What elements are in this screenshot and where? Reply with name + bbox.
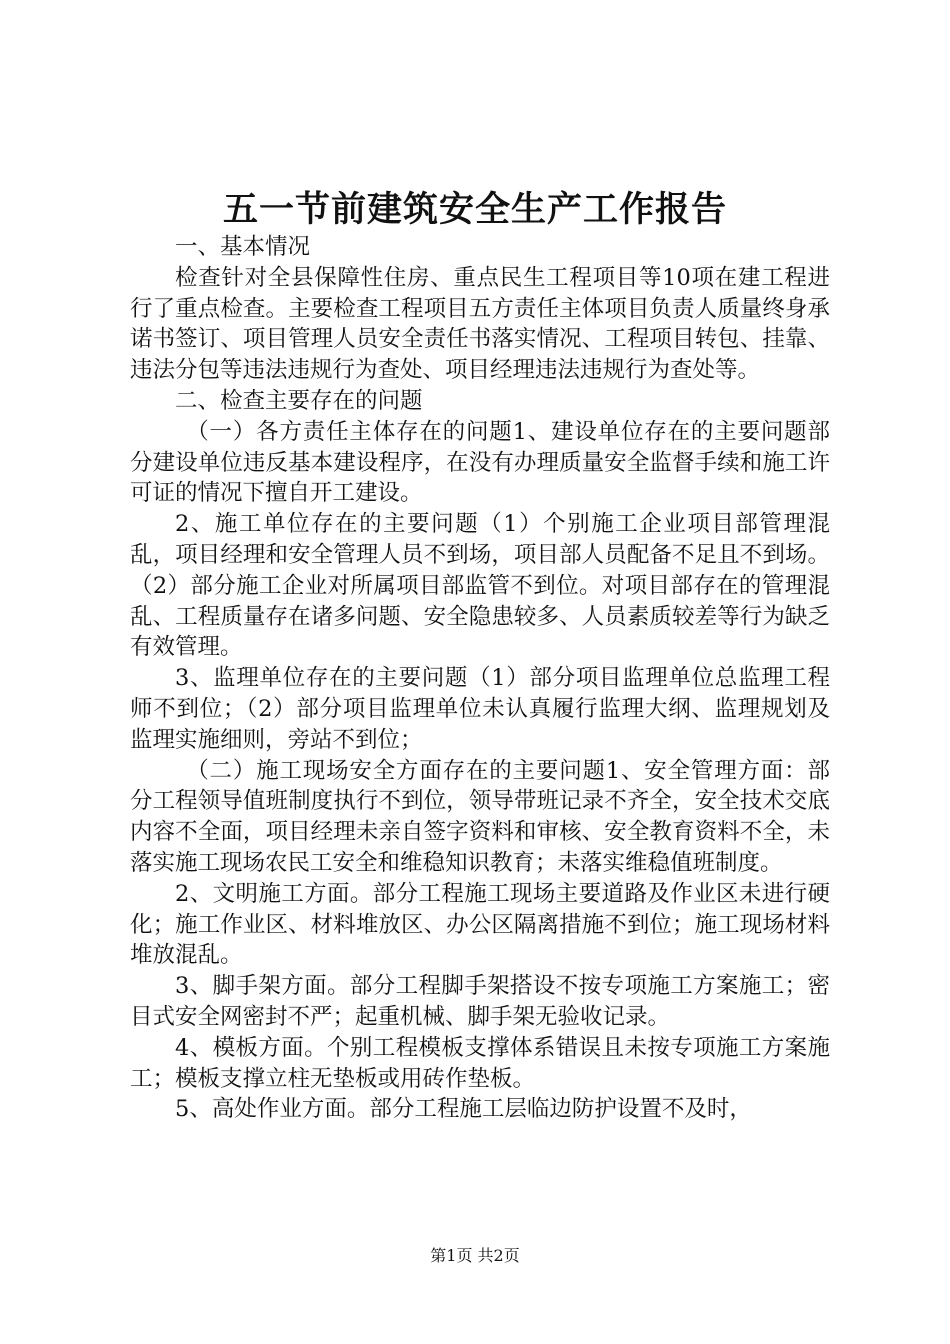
section-heading-basic-situation: 一、基本情况 xyxy=(175,234,311,260)
paragraph-construction-units: 2、施工单位存在的主要问题（1）个别施工企业项目部管理混乱，项目经理和安全管理人员不到场，项目部人员配备不足且不到场。（2）部分施工企业对所属项目部监管不到位。对项目部存在的管理混乱、工程质量存在诸多问题、安全隐患较多、人员素质较差等行为缺乏有效管理。 xyxy=(130,511,830,661)
paragraph-site-safety-management: （二）施工现场安全方面存在的主要问题1、安全管理方面：部分工程领导值班制度执行不到位，领导带班记录不齐全，安全技术交底内容不全面，项目经理未亲自签字资料和审核、安全教育资料不全，未落实施工现场农民工安全和维稳知识教育；未落实维稳值班制度。 xyxy=(130,757,830,876)
document-body xyxy=(130,232,830,1125)
paragraph-civilized-construction: 2、文明施工方面。部分工程施工现场主要道路及作业区未进行硬化；施工作业区、材料堆放区、办公区隔离措施不到位；施工现场材料堆放混乱。 xyxy=(130,880,830,969)
paragraph-formwork: 4、模板方面。个别工程模板支撑体系错误且未按专项施工方案施工；模板支撑立柱无垫板或用砖作垫板。 xyxy=(130,1034,830,1092)
section-heading-main-problems: 二、检查主要存在的问题 xyxy=(175,387,423,414)
document-title: 五一节前建筑安全生产工作报告 xyxy=(222,189,727,230)
paragraph-responsible-parties: （一）各方责任主体存在的问题1、建设单位存在的主要问题部分建设单位违反基本建设程序，在没有办理质量安全监督手续和施工许可证的情况下擅自开工建设。 xyxy=(130,418,830,507)
page-number-footer: 第1页 共2页 xyxy=(430,1246,520,1265)
paragraph-scaffolding: 3、脚手架方面。部分工程脚手架搭设不按专项施工方案施工；密目式安全网密封不严；起重机械、脚手架无验收记录。 xyxy=(130,973,830,1030)
paragraph-supervision-units: 3、监理单位存在的主要问题（1）部分项目监理单位总监理工程师不到位；（2）部分项目监理单位未认真履行监理大纲、监理规划及监理实施细则，旁站不到位； xyxy=(130,665,830,753)
paragraph-work-at-height: 5、高处作业方面。部分工程施工层临边防护设置不及时， xyxy=(175,1096,752,1123)
paragraph-inspection-overview: 检查针对全县保障性住房、重点民生工程项目等10项在建工程进行了重点检查。主要检查工程项目五方责任主体项目负责人质量终身承诺书签订、项目管理人员安全责任书落实情况、工程项目转包、挂靠、违法分包等违法违规行为查处、项目经理违法违规行为查处等。 xyxy=(130,264,830,384)
